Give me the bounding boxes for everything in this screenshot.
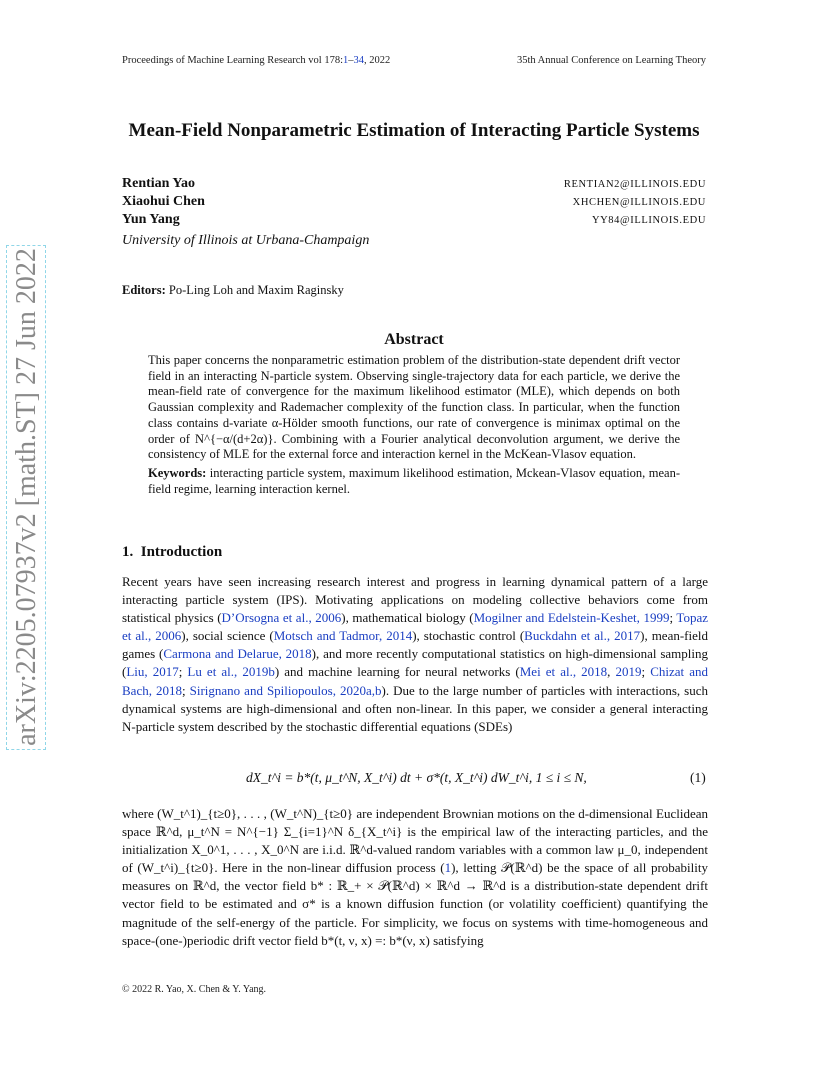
author-affiliation: University of Illinois at Urbana-Champaign	[122, 233, 370, 248]
intro-paragraph-2: where (W_t^1)_{t≥0}, . . . , (W_t^N)_{t≥0} are independent Brownian motions on the d-dimensional Euclidean space ℝ^d, μ_t^N = N^{−1} Σ_{i=1}^N δ_{X_t^i} is the empirical law of the interacting particles, and the initialization X_0^1, . . . , X_0^N are i.i.d. ℝ^d-valued random variables with a common law μ_0, independent of (W_t^i)_{t≥0}. Here in the non-linear diffusion process (1), letting 𝒫(ℝ^d) be the space of all probability measures on ℝ^d, the vector field b* : ℝ_+ × 𝒫(ℝ^d) × ℝ^d → ℝ^d is a distribution-state dependent drift vector field to be estimated and σ* is a known diffusion function (or volatility coefficient) quantifying the magnitude of the self-energy of the particle. For simplicity, we focus on systems with time-homogeneous and space-(one-)periodic drift vector field b*(t, ν, x) =: b*(ν, x) satisfying	[122, 806, 708, 948]
citation-link[interactable]: Topaz et al., 2006	[122, 610, 708, 644]
section-heading: 1. Introduction	[122, 544, 223, 560]
copyright-footer: © 2022 R. Yao, X. Chen & Y. Yang.	[122, 984, 267, 995]
paper-title: Mean-Field Nonparametric Estimation of Interacting Particle Systems	[128, 120, 700, 141]
arxiv-stamp-text: arXiv:2205.07937v2 [math.ST] 27 Jun 2022	[11, 248, 42, 746]
abstract-heading: Abstract	[384, 331, 444, 348]
author-email: XHCHEN@ILLINOIS.EDU	[572, 197, 706, 208]
intro-paragraph-1: Recent years have seen increasing research interest and progress in learning dynamical pattern of a large interacting particle system (IPS). Motivating applications on modeling collective behaviors come from statistical physics (D’Orsogna et al., 2006), mathematical biology (Mogilner and Edelstein-Keshet, 1999; Topaz et al., 2006), social science (Motsch and Tadmor, 2014), stochastic control (Buckdahn et al., 2017), mean-field games (Carmona and Delarue, 2018), and more recently computational statistics on high-dimensional sampling (Liu, 2017; Lu et al., 2019b) and machine learning for neural networks (Mei et al., 2018, 2019; Chizat and Bach, 2018; Sirignano and Spiliopoulos, 2020a,b). Due to the large number of particles with interactions, such dynamical systems are high-dimensional and often non-linear. In this paper, we consider a general interacting N-particle system described by the stochastic differential equations (SDEs)	[122, 574, 708, 734]
citation-link[interactable]: D’Orsogna et al., 2006	[221, 610, 342, 626]
page-range-start-link[interactable]: 1	[343, 55, 349, 66]
citation-link[interactable]: 2019	[615, 664, 642, 680]
keywords-label: Keywords:	[148, 465, 207, 480]
equation-ref-link[interactable]: 1	[444, 860, 452, 876]
equation-number: (1)	[690, 770, 706, 785]
citation-link[interactable]: Chizat and Bach, 2018	[122, 664, 708, 698]
keywords-line	[148, 466, 680, 497]
author-email: YY84@ILLINOIS.EDU	[591, 215, 706, 226]
equation-body: dX_t^i = b*(t, μ_t^N, X_t^i) dt + σ*(t, X_t^i) dW_t^i, 1 ≤ i ≤ N,	[246, 770, 587, 785]
editors-line	[122, 283, 344, 298]
editors-names: Po-Ling Loh and Maxim Raginsky	[168, 283, 344, 297]
citation-link[interactable]: Lu et al., 2019b	[187, 664, 275, 680]
citation-link[interactable]: Carmona and Delarue, 2018	[163, 646, 312, 662]
arxiv-stamp[interactable]	[6, 245, 52, 750]
keywords-list: interacting particle system, maximum likelihood estimation, Mckean-Vlasov equation, mean-field regime, learning interaction kernel.	[148, 465, 680, 496]
author-name: Rentian Yao	[122, 176, 195, 191]
author-name: Yun Yang	[122, 212, 180, 227]
citation-link[interactable]: Buckdahn et al., 2017	[524, 628, 641, 644]
page-range-end-link[interactable]: 34	[353, 55, 365, 66]
running-header-right: 35th Annual Conference on Learning Theory	[516, 55, 706, 66]
editors-label: Editors:	[122, 283, 166, 297]
author-email: RENTIAN2@ILLINOIS.EDU	[563, 179, 706, 190]
running-header-left: Proceedings of Machine Learning Research vol 178:1–34, 2022	[122, 55, 391, 66]
citation-link[interactable]: Mogilner and Edelstein-Keshet, 1999	[473, 610, 670, 626]
citation-link[interactable]: Sirignano and Spiliopoulos, 2020a,b	[189, 682, 382, 698]
citation-link[interactable]: Liu, 2017	[126, 664, 179, 680]
citation-link[interactable]: Motsch and Tadmor, 2014	[273, 628, 413, 644]
abstract-body	[148, 353, 680, 497]
abstract-paragraph: This paper concerns the nonparametric estimation problem of the distribution-state dependent drift vector field in an interacting N-particle system. Observing single-trajectory data for each particle, we derive the mean-field rate of convergence for the maximum likelihood estimator (MLE), which depends on both Gaussian complexity and Rademacher complexity of the function class. In particular, when the function class contains d-variate α-Hölder smooth functions, our rate of convergence is minimax optimal on the order of N^{−α/(d+2α)}. Combining with a Fourier analytical deconvolution argument, we derive the consistency of MLE for the external force and interaction kernel in the McKean-Vlasov equation.	[148, 353, 680, 462]
citation-link[interactable]: Mei et al., 2018	[519, 664, 608, 680]
author-name: Xiaohui Chen	[122, 194, 205, 209]
